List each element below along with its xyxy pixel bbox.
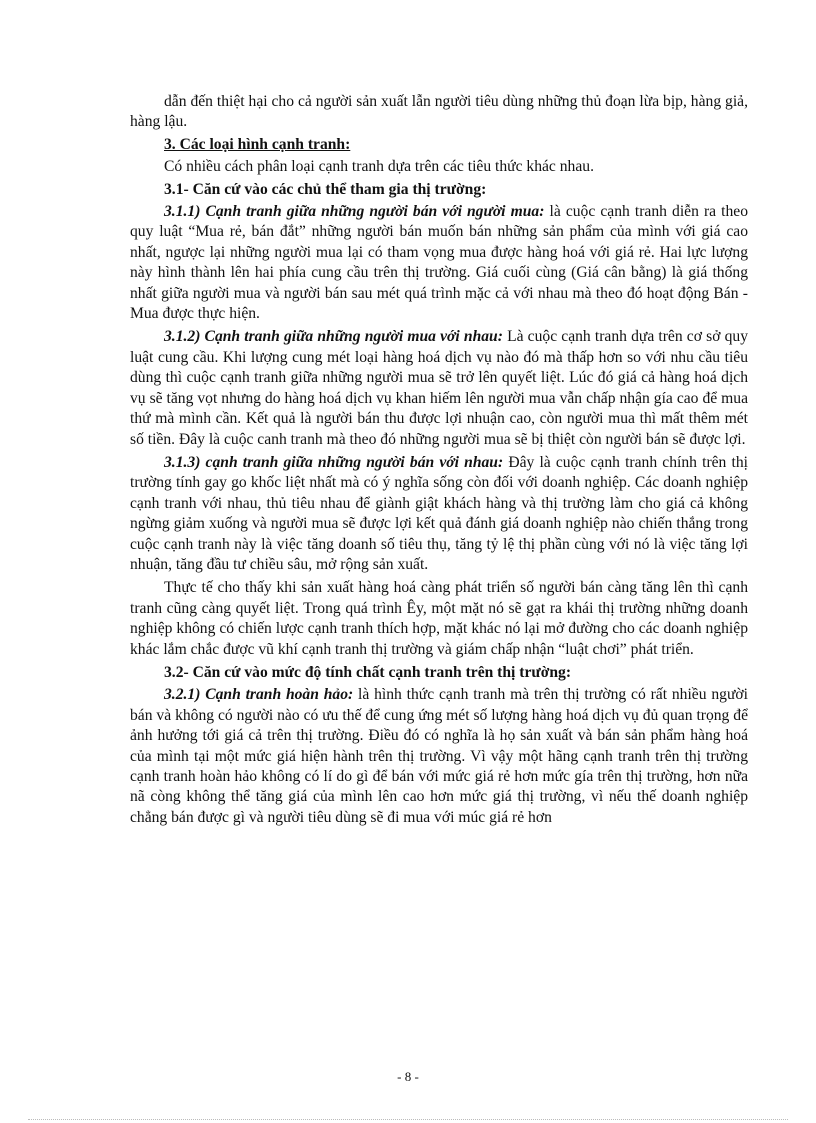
paragraph-continuation: dẫn đến thiệt hại cho cả người sản xuất lẫn người tiêu dùng những thủ đoạn lừa bịp, hàng giả, hàng lậu. — [130, 93, 748, 131]
paragraph-lead: 3.1.1) Cạnh tranh giữa những người bán với người mua: — [164, 203, 545, 221]
paragraph-3-1-2 — [130, 327, 748, 449]
paragraph-body: Là cuộc cạnh tranh dựa trên cơ sở quy luật cung cầu. Khi lượng cung mét loại hàng hoá dịch vụ nào đó mà thấp hơn so với nhu cầu tiêu dùng thì cuộc cạnh tranh giữa những người mua sẽ trở lên quyết liệt. Lúc đó giá cả hàng hoá dịch vụ sẽ tăng vọt nhưng do hàng hoá dịch vụ khan hiếm lên người mua vẫn chấp nhận gía cao để mua thứ mà mình cần. Kết quả là người bán thu được lợi nhuận cao, còn người mua thì mất thêm mét số tiền. Đây là cuộc canh tranh mà theo đó những người mua sẽ bị thiệt còn người bán sẽ được lợi. — [130, 328, 749, 448]
page-divider — [28, 1119, 788, 1120]
paragraph-body: là hình thức cạnh tranh mà trên thị trường có rất nhiều người bán và không có người nào có ưu thế để cung ứng mét số lượng hàng hoá dịch vụ đủ quan trọng để ảnh hưởng tới giá cả trên thị trường. Điều đó có nghĩa là họ sản xuất và bán sản phẩm hàng hoá của mình tại một mức giá hiện hành trên thị trường. Vì vậy một hãng cạnh tranh trên thị trường cạnh tranh hoàn hảo không có lí do gì để bán với mức giá rẻ hơn mức gía trên thị trường, hơn nữa nã còng không thể tăng giá của mình lên cao hơn mức giá thị trường, vì nếu thế doanh nghiệp chẳng bán được gì và người tiêu dùng sẽ đi mua với múc giá rẻ hơn — [130, 686, 748, 826]
page-number: - 8 - — [397, 1069, 419, 1084]
section-heading-3-2: 3.2- Căn cứ vào mức độ tính chất cạnh tranh trên thị trường: — [164, 663, 572, 681]
paragraph-3-1-3 — [130, 453, 748, 575]
paragraph-lead: 3.1.3) cạnh tranh giữa những người bán với nhau: — [164, 453, 504, 471]
paragraph-thuc-te: Thực tế cho thấy khi sản xuất hàng hoá càng phát triển số người bán càng tăng lên thì cạnh tranh cũng càng quyết liệt. Trong quá trình Êy, một mặt nó sẽ gạt ra khái thị trường những doanh nghiệp không có chiến lược cạnh tranh thích hợp, mặt khác nó lại mở đường cho các doanh nghiệp khác lắm chắc được vũ khí cạnh tranh thị trường và giám chấp nhận “luật chơi” phát triển. — [130, 579, 748, 658]
paragraph-body: Đây là cuộc cạnh tranh chính trên thị trường tính gay go khốc liệt nhất mà có ý nghĩa sống còn đối với doanh nghiệp. Các doanh nghiệp cạnh tranh với nhau, thủ tiêu nhau để giành giật khách hàng và thị trường làm cho giá cả không ngừng giảm xuống và người mua sẽ được lợi kết quả đánh giá doanh nghiệp nào chiến thắng trong cuộc cạnh tranh này là việc tăng doanh số tiêu thụ, tăng tỷ lệ thị phần cùng với nó là việc tăng lợi nhuận, tăng đầu tư chiều sâu, mở rộng sản xuất. — [130, 453, 748, 573]
paragraph-lead: 3.1.2) Cạnh tranh giữa những người mua với nhau: — [164, 328, 503, 346]
page-body — [130, 92, 748, 830]
section-heading-3: 3. Các loại hình cạnh tranh: — [164, 135, 351, 153]
paragraph-lead: 3.2.1) Cạnh tranh hoàn hảo: — [164, 686, 354, 704]
paragraph-body: là cuộc cạnh tranh diễn ra theo quy luật “Mua rẻ, bán đắt” những người bán muốn bán những sản phẩm của mình với giá cao nhất, ngược lại những người mua lại có tham vọng mua được hàng hoá với giá rẻ. Hai lực lượng này hình thành lên hai phía cung cầu trên thị trường. Giá cuối cùng (Giá cân bằng) là giá thống nhất giữa người mua và người bán sau mét quá trình mặc cả với nhau mà theo đó hoạt động Bán - Mua được thực hiện. — [130, 203, 749, 323]
paragraph-intro: Có nhiều cách phân loại cạnh tranh dựa trên các tiêu thức khác nhau. — [164, 158, 594, 176]
paragraph-3-2-1 — [130, 685, 748, 828]
paragraph-3-1-1 — [130, 202, 748, 324]
section-heading-3-1: 3.1- Căn cứ vào các chủ thể tham gia thị trường: — [164, 180, 487, 198]
